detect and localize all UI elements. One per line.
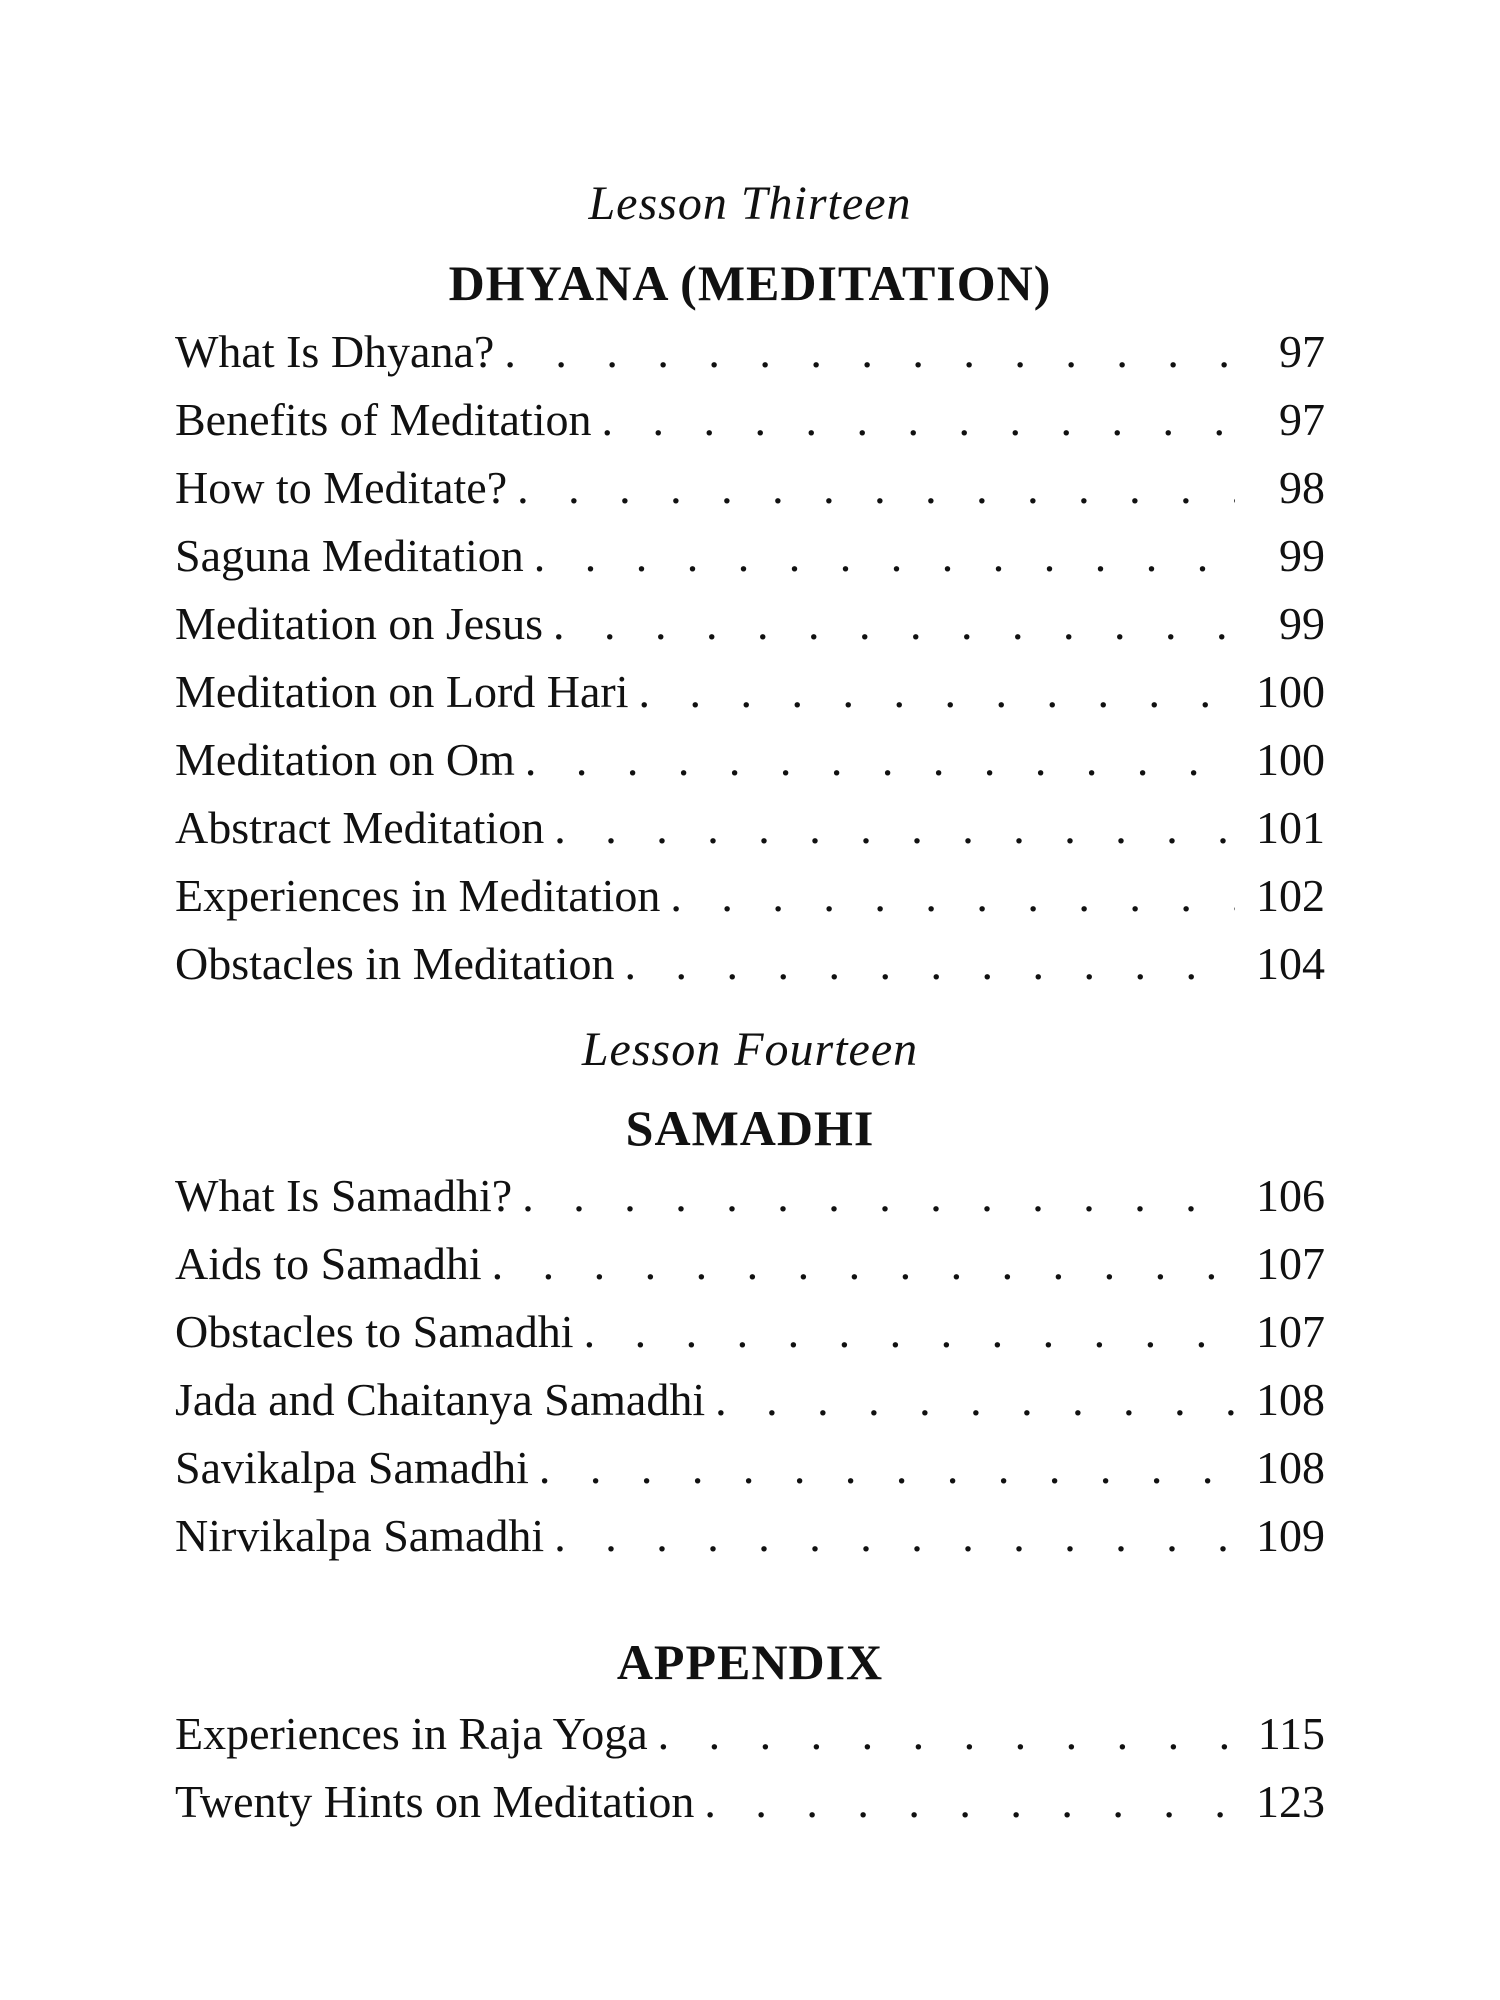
- toc-entry-page: 99: [1279, 530, 1325, 581]
- dot-leader: [704, 1768, 1235, 1836]
- toc-entry[interactable]: [175, 386, 1325, 454]
- toc-entry-title: Meditation on Lord Hari: [175, 666, 629, 717]
- toc-entry-title: How to Meditate?: [175, 462, 508, 513]
- toc-entry-title: Savikalpa Samadhi: [175, 1442, 529, 1493]
- lesson-fourteen-label: Lesson Fourteen: [581, 1023, 919, 1076]
- dot-leader: [504, 318, 1235, 386]
- toc-entry-title: Saguna Meditation: [175, 530, 524, 581]
- toc-entry-title: Abstract Meditation: [175, 802, 545, 853]
- dot-leader: [639, 658, 1235, 726]
- toc-entry[interactable]: [175, 1298, 1325, 1366]
- toc-entry-title: Aids to Samadhi: [175, 1238, 482, 1289]
- toc-entry[interactable]: [175, 590, 1325, 658]
- dot-leader: [492, 1230, 1235, 1298]
- toc-entry-page: 102: [1256, 870, 1325, 921]
- dot-leader: [658, 1700, 1235, 1768]
- toc-entry-page: 106: [1256, 1170, 1325, 1221]
- dot-leader: [554, 794, 1235, 862]
- toc-entry-title: Nirvikalpa Samadhi: [175, 1510, 545, 1561]
- lesson-fourteen-toc: [175, 1162, 1325, 1570]
- dot-leader: [624, 930, 1235, 998]
- toc-entry[interactable]: [175, 1162, 1325, 1230]
- appendix-toc: [175, 1700, 1325, 1836]
- toc-entry-title: Meditation on Om: [175, 734, 515, 785]
- toc-entry-page: 98: [1279, 462, 1325, 513]
- dot-leader: [601, 386, 1235, 454]
- toc-entry-page: 107: [1256, 1238, 1325, 1289]
- toc-entry-page: 101: [1256, 802, 1325, 853]
- dot-leader: [522, 1162, 1235, 1230]
- lesson-thirteen-label: Lesson Thirteen: [588, 177, 912, 230]
- dot-leader: [539, 1434, 1235, 1502]
- toc-entry-page: 115: [1257, 1708, 1325, 1759]
- toc-entry-page: 108: [1256, 1442, 1325, 1493]
- dot-leader: [670, 862, 1235, 930]
- toc-entry-title: Meditation on Jesus: [175, 598, 543, 649]
- dot-leader: [553, 590, 1235, 658]
- toc-entry-page: 123: [1256, 1776, 1325, 1827]
- dot-leader: [715, 1366, 1235, 1434]
- toc-entry-title: Experiences in Raja Yoga: [175, 1708, 648, 1759]
- toc-entry[interactable]: [175, 794, 1325, 862]
- toc-entry-title: What Is Samadhi?: [175, 1170, 513, 1221]
- toc-entry[interactable]: [175, 1434, 1325, 1502]
- lesson-thirteen-toc: [175, 318, 1325, 998]
- toc-entry[interactable]: [175, 522, 1325, 590]
- toc-entry-title: Experiences in Meditation: [175, 870, 661, 921]
- toc-entry-title: Obstacles in Meditation: [175, 938, 615, 989]
- toc-entry-page: 99: [1279, 598, 1325, 649]
- toc-entry-page: 97: [1279, 394, 1325, 445]
- dhyana-section-title: DHYANA (MEDITATION): [448, 255, 1052, 311]
- toc-entry-page: 97: [1279, 326, 1325, 377]
- toc-entry[interactable]: [175, 1768, 1325, 1836]
- samadhi-section-title: SAMADHI: [625, 1100, 875, 1156]
- toc-entry-page: 108: [1256, 1374, 1325, 1425]
- toc-entry[interactable]: [175, 930, 1325, 998]
- toc-entry[interactable]: [175, 1230, 1325, 1298]
- dot-leader: [517, 454, 1235, 522]
- toc-entry-page: 100: [1256, 734, 1325, 785]
- toc-entry[interactable]: [175, 658, 1325, 726]
- dot-leader: [525, 726, 1235, 794]
- toc-entry[interactable]: [175, 318, 1325, 386]
- toc-entry[interactable]: [175, 726, 1325, 794]
- toc-entry-title: Jada and Chaitanya Samadhi: [175, 1374, 706, 1425]
- toc-entry-page: 109: [1256, 1510, 1325, 1561]
- dot-leader: [534, 522, 1235, 590]
- toc-entry-title: Obstacles to Samadhi: [175, 1306, 574, 1357]
- toc-entry-title: Twenty Hints on Meditation: [175, 1776, 695, 1827]
- toc-entry[interactable]: [175, 1700, 1325, 1768]
- toc-entry-title: What Is Dhyana?: [175, 326, 495, 377]
- dot-leader: [554, 1502, 1235, 1570]
- appendix-section-title: APPENDIX: [616, 1634, 884, 1690]
- toc-entry[interactable]: [175, 454, 1325, 522]
- toc-entry[interactable]: [175, 862, 1325, 930]
- toc-entry-page: 107: [1256, 1306, 1325, 1357]
- toc-entry-title: Benefits of Meditation: [175, 394, 592, 445]
- toc-entry[interactable]: [175, 1366, 1325, 1434]
- dot-leader: [584, 1298, 1235, 1366]
- toc-entry-page: 100: [1256, 666, 1325, 717]
- toc-entry[interactable]: [175, 1502, 1325, 1570]
- toc-entry-page: 104: [1256, 938, 1325, 989]
